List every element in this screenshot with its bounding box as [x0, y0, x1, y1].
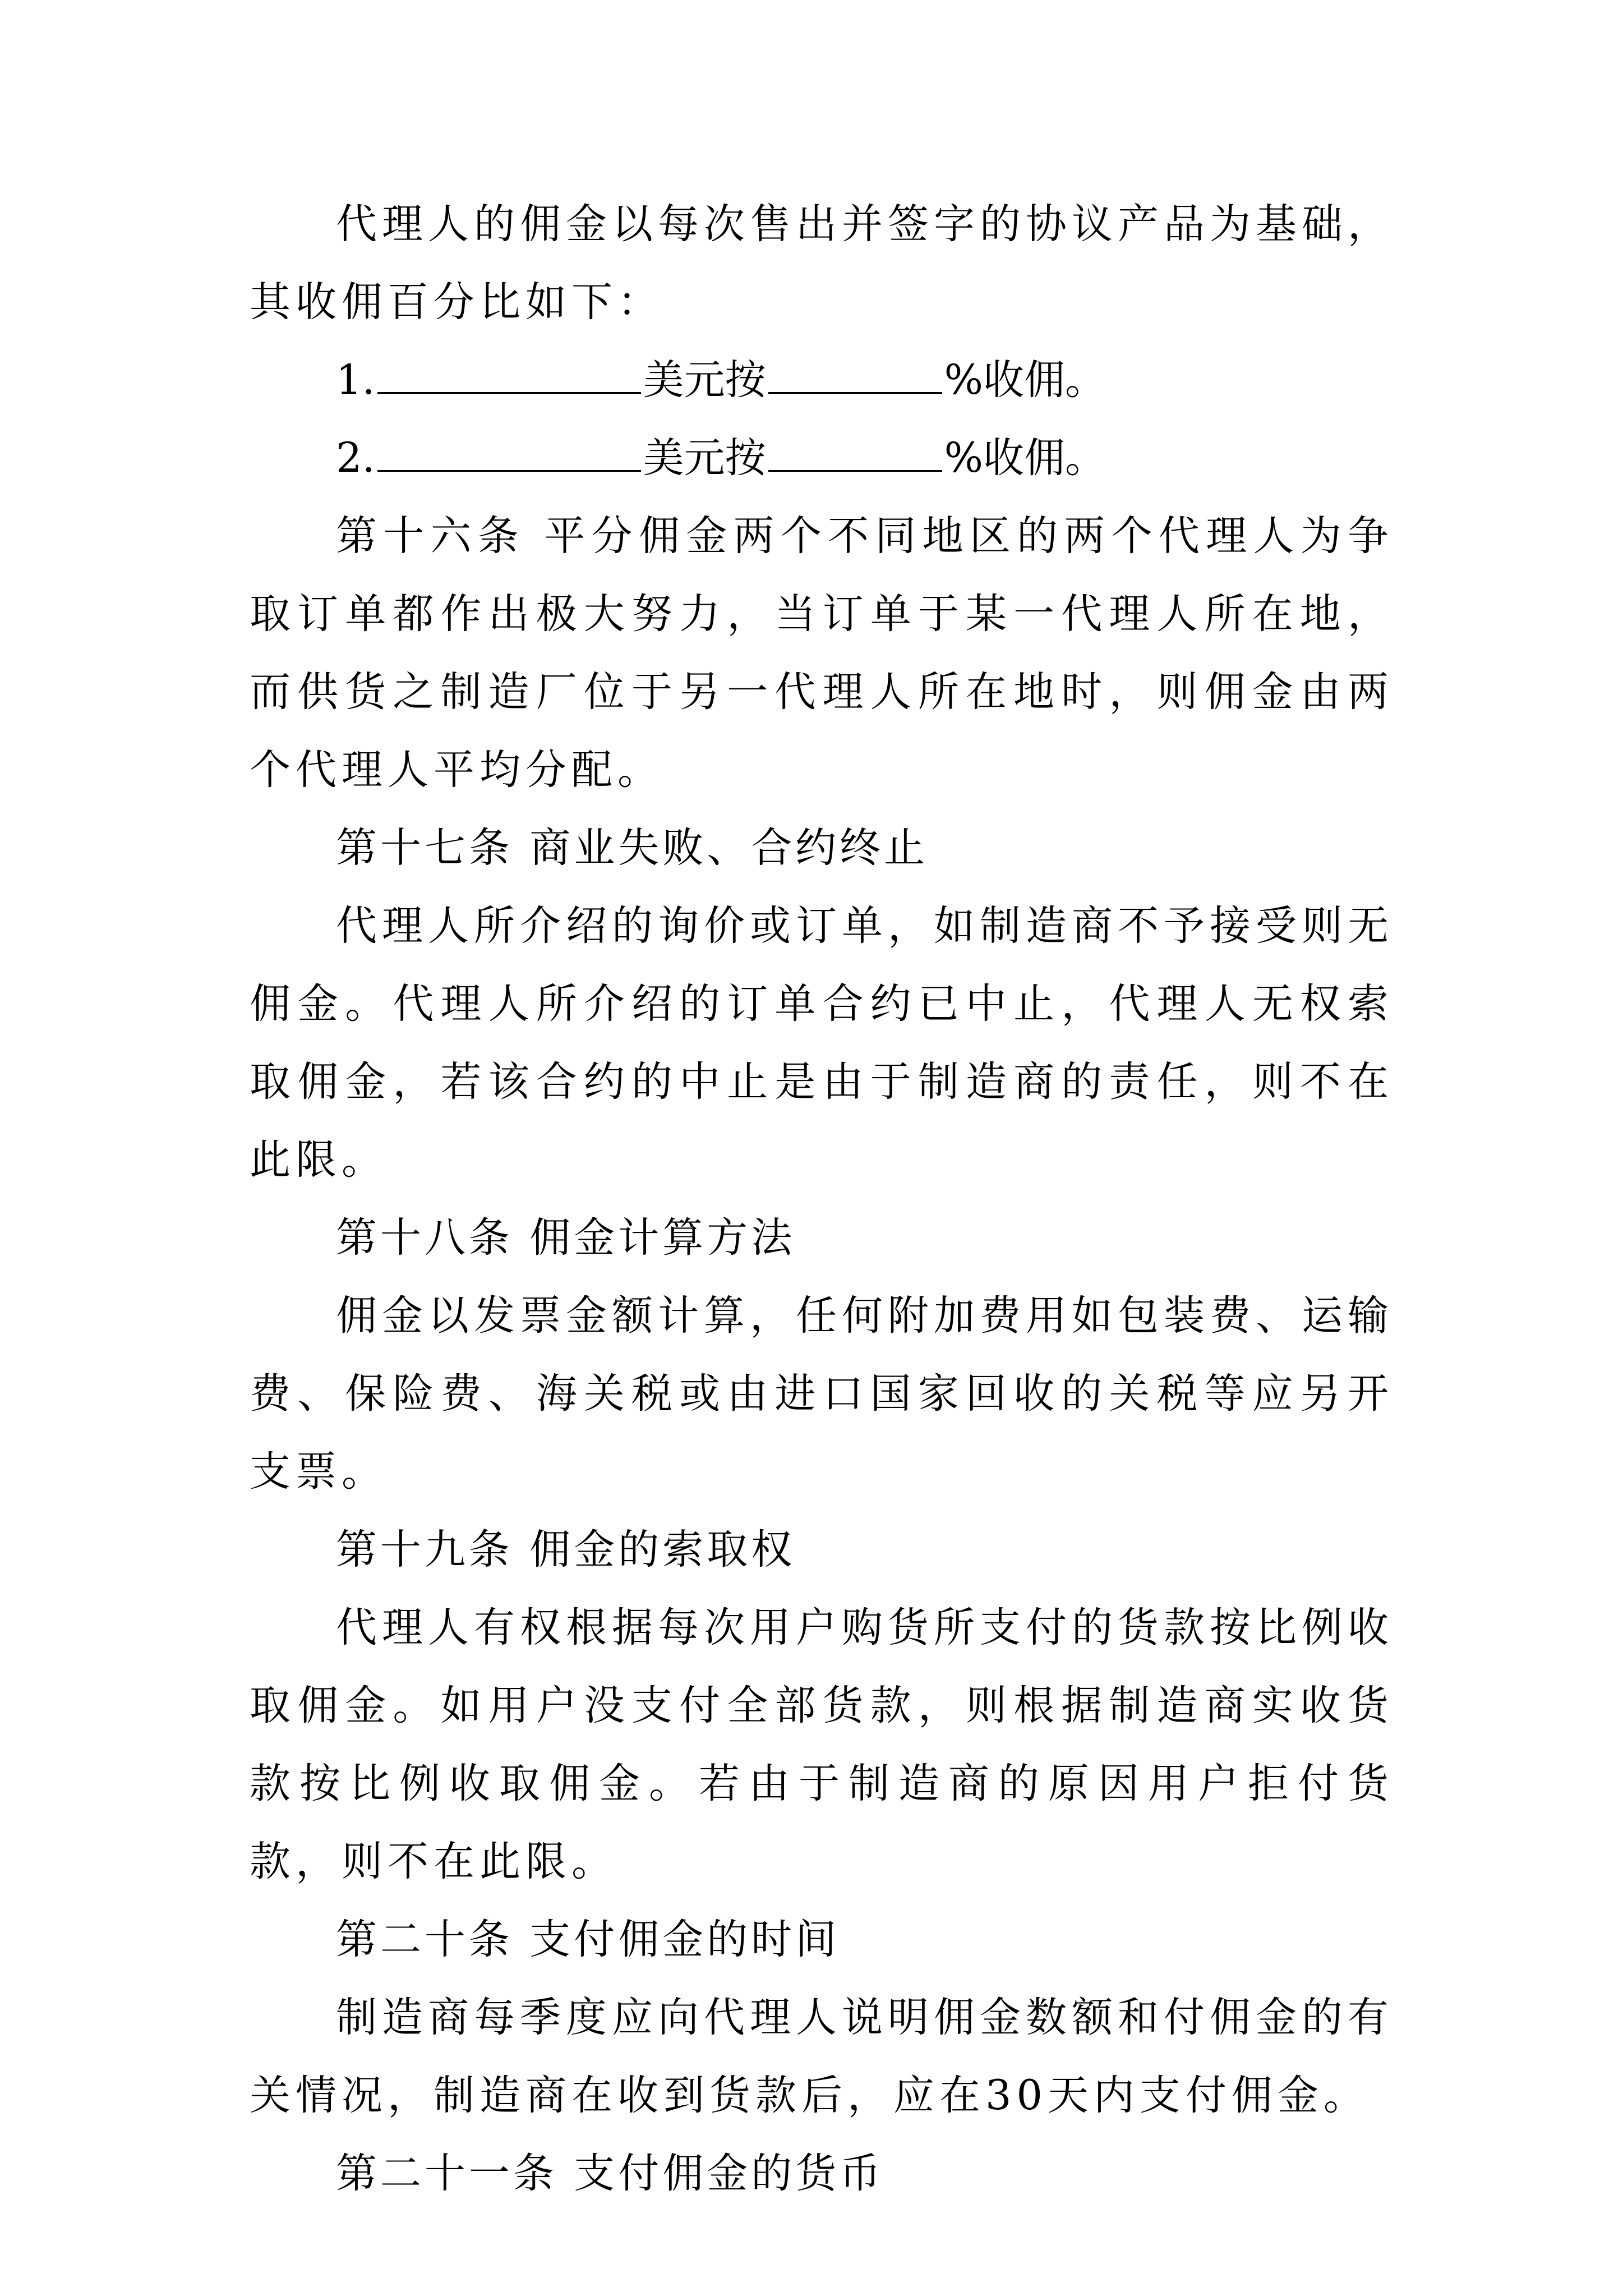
fill-line-1: [250, 341, 1394, 419]
fill-line-text: 美元按: [643, 434, 766, 482]
article-19-heading: 第十九条 佣金的索取权: [336, 1526, 796, 1573]
article-18-heading: 第十八条 佣金计算方法: [336, 1214, 796, 1262]
fill-line-suffix: %收佣。: [944, 434, 1106, 482]
paragraph-commission-basis: 代理人的佣金以每次售出并签字的协议产品为基础，其收佣百分比如下：: [250, 200, 1394, 326]
percent-blank[interactable]: [768, 431, 942, 472]
article-20-body: 制造商每季度应向代理人说明佣金数额和付佣金的有关情况，制造商在收到货款后，应在30天内支付佣金。: [250, 1994, 1394, 2119]
document-page: [250, 185, 1394, 2212]
fill-line-number: 2.: [336, 434, 375, 482]
article-20-heading: 第二十条 支付佣金的时间: [336, 1916, 840, 1963]
amount-blank[interactable]: [377, 353, 641, 394]
article-21-heading: 第二十一条 支付佣金的货币: [336, 2150, 884, 2197]
fill-line-text: 美元按: [643, 356, 766, 404]
article-19-body: 代理人有权根据每次用户购货所支付的货款按比例收取佣金。如用户没支付全部货款，则根据制造商实收货款按比例收取佣金。若由于制造商的原因用户拒付货款，则不在此限。: [250, 1604, 1394, 1885]
fill-line-number: 1.: [336, 356, 375, 404]
fill-line-2: [250, 419, 1394, 497]
article-17-body: 代理人所介绍的询价或订单，如制造商不予接受则无佣金。代理人所介绍的订单合约已中止，代理人无权索取佣金，若该合约的中止是由于制造商的责任，则不在此限。: [250, 902, 1394, 1184]
article-17-heading: 第十七条 商业失败、合约终止: [336, 824, 929, 872]
article-16: 第十六条 平分佣金两个不同地区的两个代理人为争取订单都作出极大努力，当订单于某一代理人所在地，而供货之制造厂位于另一代理人所在地时，则佣金由两个代理人平均分配。: [250, 512, 1394, 794]
article-18-body: 佣金以发票金额计算，任何附加费用如包装费、运输费、保险费、海关税或由进口国家回收的关税等应另开支票。: [250, 1292, 1394, 1496]
amount-blank[interactable]: [377, 431, 641, 472]
percent-blank[interactable]: [768, 353, 942, 394]
fill-line-suffix: %收佣。: [944, 356, 1106, 404]
